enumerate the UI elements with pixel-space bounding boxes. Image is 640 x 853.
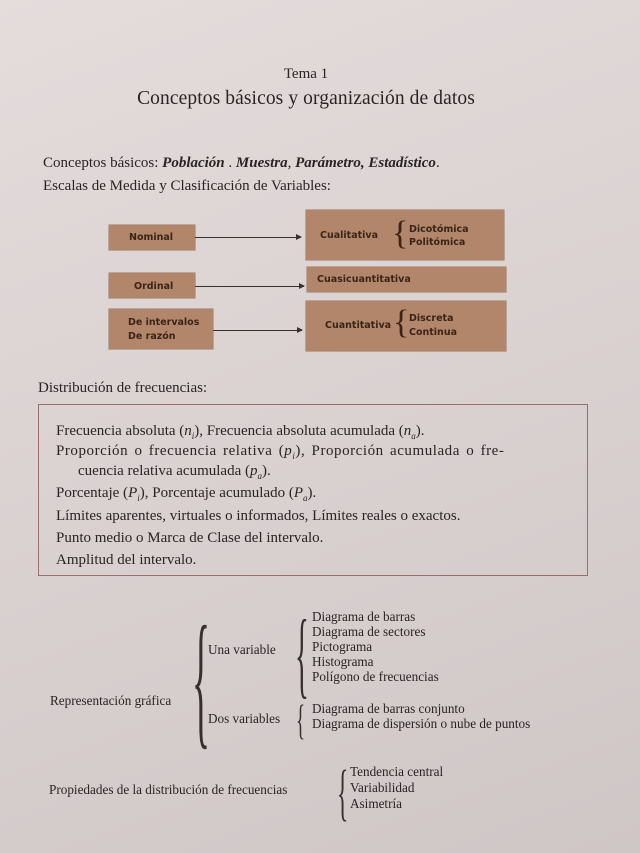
text: ), Frecuencia absoluta acumulada ( <box>194 423 404 439</box>
type-box-cuasicuantitativa <box>307 267 506 292</box>
subscript: a <box>303 493 308 503</box>
chart-type-item: Pictograma <box>312 639 373 654</box>
text: ), Porcentaje acumulado ( <box>139 485 294 501</box>
separator: , <box>287 155 296 171</box>
dist-item <box>56 443 504 463</box>
frequency-distribution-heading: Distribución de frecuencias: <box>38 380 208 396</box>
term-parametro-estadistico: Parámetro, Estadístico <box>295 155 436 171</box>
type-box-cuantitativa <box>306 301 506 351</box>
dist-item: Límites aparentes, virtuales o informados, Límites reales o exactos. <box>56 508 461 524</box>
text: Frecuencia absoluta ( <box>56 423 185 439</box>
chart-type-item: Diagrama de barras <box>312 609 416 624</box>
brace-icon: { <box>337 759 349 827</box>
brace-icon: { <box>393 304 410 341</box>
type-label: Cuantitativa <box>325 320 392 331</box>
dist-item <box>56 485 316 505</box>
brace-icon: { <box>392 215 409 252</box>
subscript: i <box>137 493 140 503</box>
subscript: i <box>292 451 296 461</box>
arrow-ordinal-cuasicuantitativa <box>195 286 304 287</box>
chart-type-item: Diagrama de sectores <box>312 624 426 639</box>
subscript: i <box>191 431 195 441</box>
scale-label: Nominal <box>129 232 174 243</box>
chart-type-item: Diagrama de dispersión o nube de puntos <box>312 716 531 731</box>
dist-item: Punto medio o Marca de Clase del intervalo. <box>56 530 324 546</box>
term-muestra: Muestra <box>235 155 288 171</box>
property-item: Variabilidad <box>350 780 415 795</box>
text: ). <box>415 423 425 439</box>
chart-type-item: Histograma <box>312 654 374 669</box>
type-label: Cuasicuantitativa <box>317 274 411 285</box>
dist-item: Amplitud del intervalo. <box>56 552 197 568</box>
group-label-una-variable: Una variable <box>208 642 276 657</box>
text: ). <box>261 463 271 479</box>
var: n <box>403 423 412 439</box>
scale-box-nominal <box>109 225 195 250</box>
subtype-label: Continua <box>409 327 457 338</box>
dist-item <box>56 423 425 443</box>
scale-box-ordinal <box>109 273 195 298</box>
brace-icon: { <box>192 596 210 762</box>
text: ), Proporción acumulada o fre- <box>295 443 505 459</box>
subscript: a <box>257 471 262 481</box>
separator: . <box>224 155 236 171</box>
property-item: Asimetría <box>350 796 403 811</box>
arrow-intervalos-cuantitativa <box>213 330 302 331</box>
page-title: Conceptos básicos y organización de datos <box>137 88 475 109</box>
text: ). <box>307 485 317 501</box>
dist-item <box>78 463 271 483</box>
text: Proporción o frecuencia relativa ( <box>56 443 285 459</box>
scales-heading: Escalas de Medida y Clasificación de Variables: <box>43 178 331 194</box>
var: p <box>249 463 258 479</box>
text: cuencia relativa acumulada ( <box>78 463 250 479</box>
term-poblacion: Población <box>162 155 225 171</box>
var: n <box>184 423 192 439</box>
graphic-representation-label: Representación gráfica <box>50 693 172 708</box>
chart-type-item: Diagrama de barras conjunto <box>312 701 465 716</box>
subtype-label: Dicotómica <box>409 224 469 235</box>
period: . <box>435 155 440 171</box>
scale-label: De intervalos <box>128 317 200 328</box>
scale-label: De razón <box>128 331 176 342</box>
scale-label: Ordinal <box>134 281 174 292</box>
var: P <box>293 485 304 501</box>
subscript: a <box>411 431 416 441</box>
group-label-dos-variables: Dos variables <box>208 711 281 726</box>
properties-label: Propiedades de la distribución de frecuencias <box>49 782 288 797</box>
var: P <box>128 485 138 501</box>
subtype-label: Discreta <box>409 313 454 324</box>
type-label: Cualitativa <box>320 230 379 241</box>
brace-icon: { <box>296 698 306 744</box>
text: Porcentaje ( <box>56 485 129 501</box>
arrow-nominal-cualitativa <box>195 237 301 238</box>
type-box-cualitativa <box>306 210 504 260</box>
subtype-label: Politómica <box>409 237 466 248</box>
property-item: Tendencia central <box>350 764 444 779</box>
scale-box-intervalos-razon <box>109 309 213 349</box>
basic-concepts-label: Conceptos básicos: <box>43 155 163 171</box>
basic-concepts-line <box>43 155 440 172</box>
var: p <box>284 443 293 459</box>
brace-icon: { <box>295 600 309 707</box>
chart-type-item: Polígono de frecuencias <box>312 669 439 684</box>
topic-number: Tema 1 <box>283 66 329 82</box>
